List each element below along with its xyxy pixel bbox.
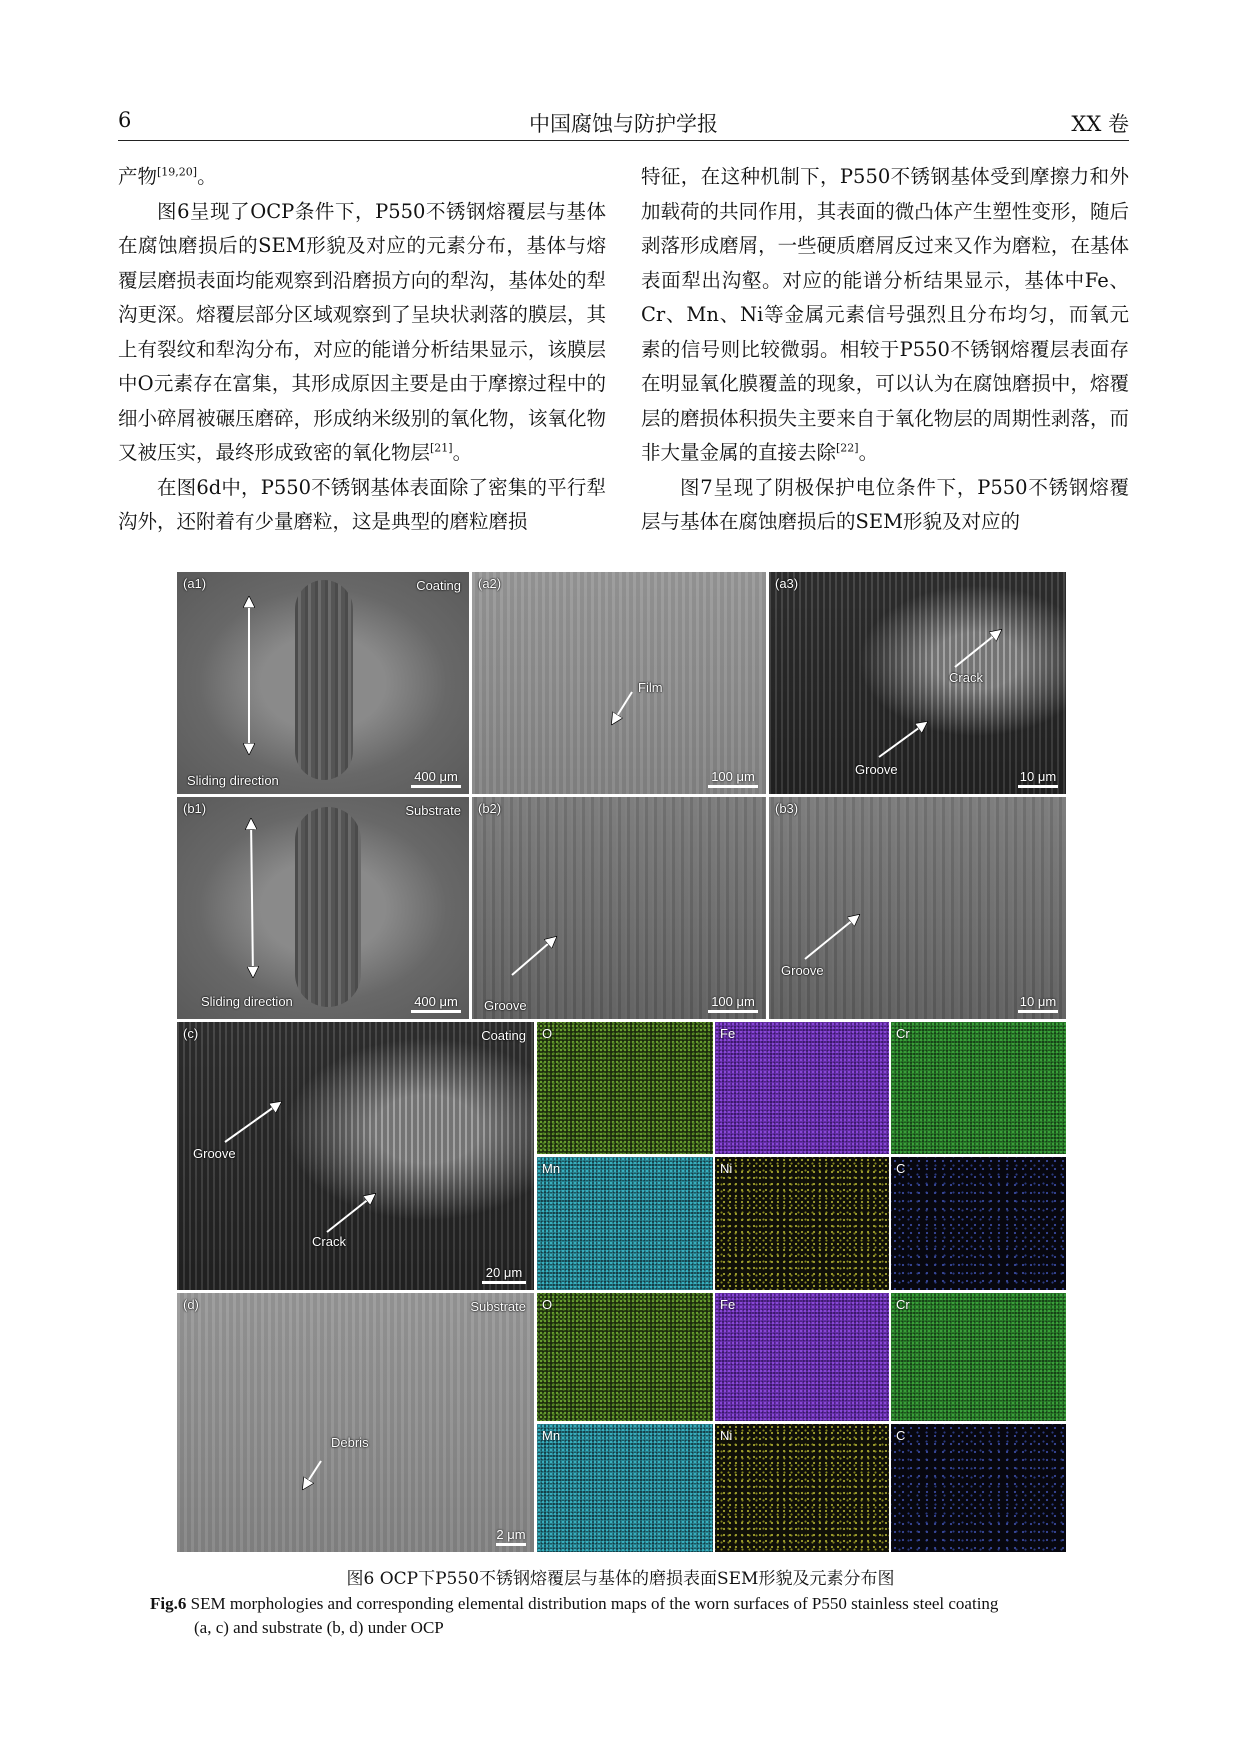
eds-map-c: C <box>891 1157 1066 1290</box>
scale-bar: 400 μm <box>411 994 461 1013</box>
eds-map-ni: Ni <box>715 1424 889 1552</box>
eds-map-mn: Mn <box>537 1424 713 1552</box>
annotation: Crack <box>949 670 983 685</box>
scale-bar: 100 μm <box>708 769 758 788</box>
annotation: Film <box>638 680 663 695</box>
citation[interactable]: [22] <box>836 441 859 455</box>
left-column <box>118 160 606 540</box>
scale-bar: 100 μm <box>708 994 758 1013</box>
scale-bar: 400 μm <box>411 769 461 788</box>
eds-map-ni: Ni <box>715 1157 889 1290</box>
annotation: Sliding direction <box>201 994 293 1009</box>
sem-panel-d <box>177 1293 534 1552</box>
eds-map-fe: Fe <box>715 1022 889 1154</box>
right-column <box>641 160 1129 540</box>
eds-map-c: C <box>891 1424 1066 1552</box>
scale-bar: 20 μm <box>482 1265 526 1284</box>
eds-map-o: O <box>537 1022 713 1154</box>
scale-bar: 10 μm <box>1018 994 1058 1013</box>
panel-label: (b1) <box>183 801 207 816</box>
paragraph: 图7呈现了阴极保护电位条件下，P550不锈钢熔覆层与基体在腐蚀磨损后的SEM形貌及对应的 <box>641 475 1129 533</box>
panel-label: (b3) <box>775 801 799 816</box>
annotation: Debris <box>331 1435 369 1450</box>
panel-label: (d) <box>183 1297 199 1312</box>
paragraph: 特征，在这种机制下，P550不锈钢基体受到摩擦力和外加载荷的共同作用，其表面的微凸体产生塑性变形，随后剥落形成磨屑，一些硬质磨屑反过来又作为磨粒，在基体表面犁出沟壑。对应的能谱分析结果显示，基体中Fe、Cr、Mn、Ni等金属元素信号强烈且分布均匀，而氧元素的信号则比较微弱。相较于P550不锈钢熔覆层表面存在明显氧化膜覆盖的现象，可以认为在腐蚀磨损中，熔覆层的磨损体积损失主要来自于氧化物层的周期性剥落，而非大量金属的直接去除[22]。 <box>641 165 1129 464</box>
running-header <box>118 104 1129 141</box>
annotation: Groove <box>855 762 898 777</box>
eds-map-mn: Mn <box>537 1157 713 1290</box>
sem-panel-b1 <box>177 797 469 1019</box>
journal-title: 中国腐蚀与防护学报 <box>529 112 718 136</box>
annotation: Groove <box>781 963 824 978</box>
paragraph: 在图6d中，P550不锈钢基体表面除了密集的平行犁沟外，还附着有少量磨粒，这是典型的磨粒磨损 <box>118 475 606 533</box>
figure-caption-en: Fig.6 SEM morphologies and corresponding elemental distribution maps of the worn surfaces of P550 stainless steel coating (a, c) and substrate (b, d) under OCP <box>150 1594 999 1637</box>
annotation: Sliding direction <box>187 773 279 788</box>
sem-panel-a2 <box>472 572 766 794</box>
volume-label: XX 卷 <box>1071 112 1129 136</box>
scale-bar: 10 μm <box>1018 769 1058 788</box>
citation[interactable]: [21] <box>430 441 453 455</box>
citation[interactable]: [19,20] <box>157 165 198 179</box>
eds-map-o: O <box>537 1293 713 1421</box>
sem-panel-a3 <box>769 572 1066 794</box>
sem-panel-c <box>177 1022 534 1290</box>
annotation: Groove <box>193 1146 236 1161</box>
scale-bar: 2 μm <box>496 1527 526 1546</box>
paragraph: 产物[19,20]。 <box>118 165 217 188</box>
eds-map-cr: Cr <box>891 1022 1066 1154</box>
sem-panel-b3 <box>769 797 1066 1019</box>
figure-caption-cn: 图6 OCP下P550不锈钢熔覆层与基体的磨损表面SEM形貌及元素分布图 <box>346 1569 895 1589</box>
eds-map-fe: Fe <box>715 1293 889 1421</box>
panel-label: (a1) <box>183 576 207 591</box>
paragraph: 图6呈现了OCP条件下，P550不锈钢熔覆层与基体在腐蚀磨损后的SEM形貌及对应的元素分布，基体与熔覆层磨损表面均能观察到沿磨损方向的犁沟，基体处的犁沟更深。熔覆层部分区域观察到了呈块状剥落的膜层，其上有裂纹和犁沟分布，对应的能谱分析结果显示，该膜层中O元素存在富集，其形成原因主要是由于摩擦过程中的细小碎屑被碾压磨碎，形成纳米级别的氧化物，该氧化物又被压实，最终形成致密的氧化物层[21]。 <box>118 199 606 464</box>
sem-panel-b2 <box>472 797 766 1019</box>
annotation: Crack <box>312 1234 346 1249</box>
panel-tag: Coating <box>416 578 461 593</box>
panel-label: (c) <box>183 1026 199 1041</box>
figure-6 <box>177 572 1066 1552</box>
page-number: 6 <box>118 108 132 132</box>
panel-label: (a2) <box>478 576 502 591</box>
eds-map-cr: Cr <box>891 1293 1066 1421</box>
panel-label: (a3) <box>775 576 799 591</box>
panel-tag: Coating <box>481 1028 526 1043</box>
panel-tag: Substrate <box>470 1299 526 1314</box>
sem-panel-a1 <box>177 572 469 794</box>
annotation: Groove <box>484 998 527 1013</box>
panel-label: (b2) <box>478 801 502 816</box>
panel-tag: Substrate <box>405 803 461 818</box>
